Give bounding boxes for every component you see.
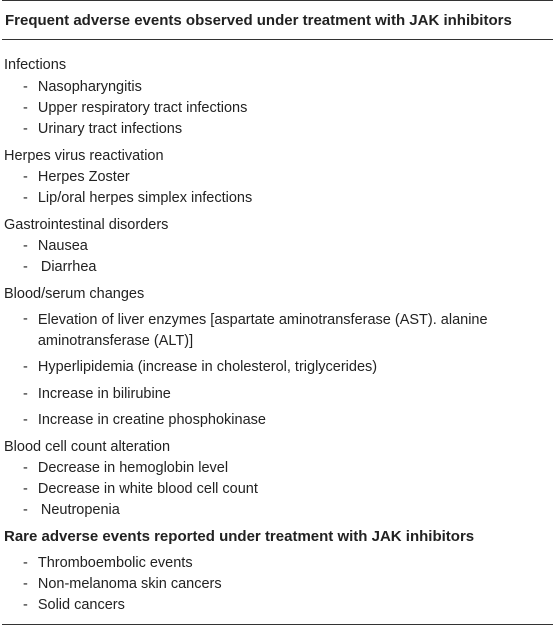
item-text: Elevation of liver enzymes [aspartate aminotransferase (AST). alanine aminotransferase (ALT)]	[37, 312, 488, 349]
item-text: Herpes Zoster	[37, 169, 130, 185]
item-text: Solid cancers	[37, 597, 125, 613]
category-herpes: Herpes virus reactivation	[4, 148, 164, 164]
item-text: Nasopharyngitis	[37, 79, 142, 95]
category-infections: Infections	[4, 57, 67, 73]
dash: -	[23, 311, 28, 327]
category-blood-cell-count: Blood cell count alteration	[4, 439, 171, 455]
rare-section-title: Rare adverse events reported under treatment with JAK inhibitors	[4, 528, 475, 545]
dash: -	[23, 481, 28, 497]
item-text: Hyperlipidemia (increase in cholesterol, triglycerides)	[37, 359, 378, 375]
table-title: Frequent adverse events observed under treatment with JAK inhibitors	[5, 12, 512, 29]
table-bottom-rule	[2, 624, 553, 625]
item-text: Increase in creatine phosphokinase	[37, 412, 266, 428]
list-item	[23, 100, 247, 116]
dash: -	[23, 412, 28, 428]
list-item	[23, 576, 222, 592]
list-item	[23, 412, 266, 428]
list-item	[23, 386, 171, 402]
dash: -	[23, 259, 28, 275]
list-item	[23, 460, 228, 476]
dash: -	[23, 359, 28, 375]
list-item	[23, 190, 252, 206]
list-item	[23, 359, 377, 375]
item-text: Lip/oral herpes simplex infections	[37, 190, 253, 206]
list-item	[23, 121, 182, 137]
list-item	[23, 169, 130, 185]
category-gastrointestinal: Gastrointestinal disorders	[4, 217, 169, 233]
item-text: Non-melanoma skin cancers	[37, 576, 222, 592]
table-header	[2, 0, 553, 40]
dash: -	[23, 79, 28, 95]
dash: -	[23, 502, 28, 518]
item-text: Urinary tract infections	[37, 121, 183, 137]
list-item	[23, 259, 96, 275]
dash: -	[23, 460, 28, 476]
item-text: Upper respiratory tract infections	[37, 100, 248, 116]
item-text: Neutropenia	[40, 502, 120, 518]
item-text: Nausea	[37, 238, 88, 254]
list-item	[23, 238, 88, 254]
list-item	[23, 79, 142, 95]
dash: -	[23, 238, 28, 254]
list-item	[23, 311, 543, 352]
list-item	[23, 555, 193, 571]
dash: -	[23, 190, 28, 206]
item-text: Thromboembolic events	[37, 555, 193, 571]
dash: -	[23, 597, 28, 613]
adverse-events-table	[2, 0, 553, 613]
item-text: Diarrhea	[40, 259, 97, 275]
item-text: Decrease in white blood cell count	[37, 481, 258, 497]
item-text: Decrease in hemoglobin level	[37, 460, 229, 476]
list-item	[23, 502, 120, 518]
list-item	[23, 597, 125, 613]
dash: -	[23, 576, 28, 592]
dash: -	[23, 169, 28, 185]
dash: -	[23, 555, 28, 571]
item-text: Increase in bilirubine	[37, 386, 171, 402]
dash: -	[23, 386, 28, 402]
category-blood-serum: Blood/serum changes	[4, 286, 145, 302]
dash: -	[23, 100, 28, 116]
dash: -	[23, 121, 28, 137]
list-item	[23, 481, 258, 497]
